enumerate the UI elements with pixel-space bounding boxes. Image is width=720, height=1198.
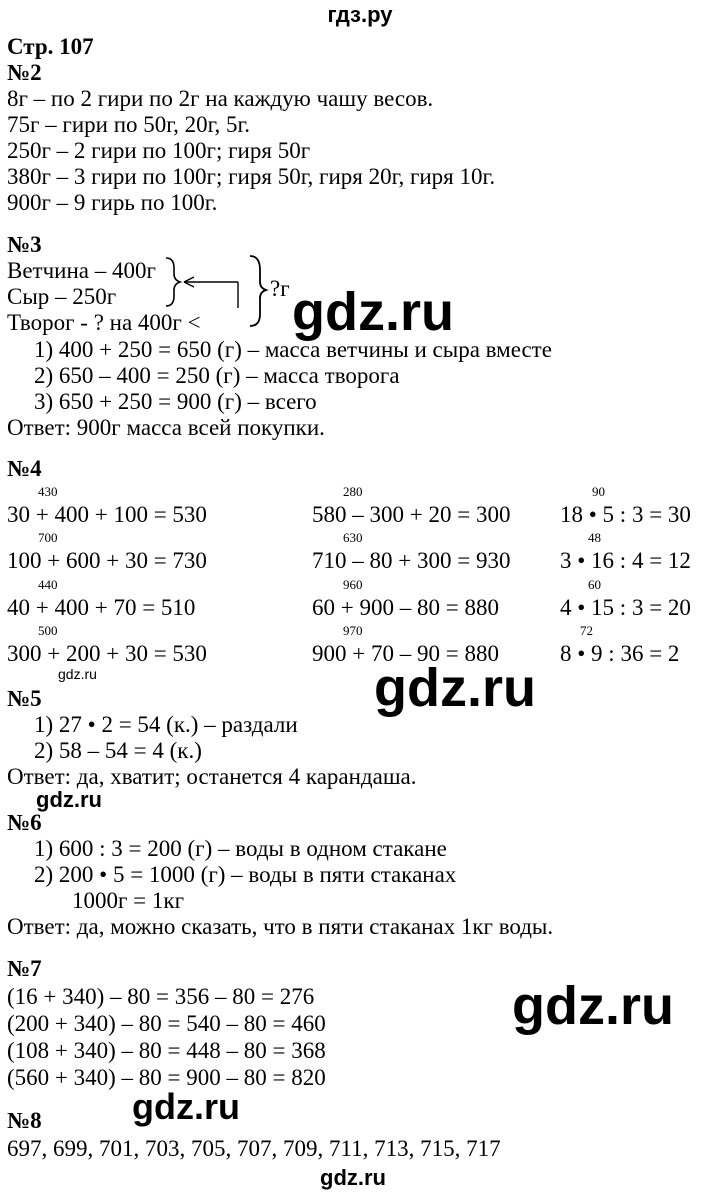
inner-brace <box>166 258 180 306</box>
site-header: гдз.ру <box>327 2 393 27</box>
task-5-answer: Ответ: да, хватит; останется 4 карандаша. <box>7 764 417 789</box>
watermark: gdz.ru <box>512 976 674 1036</box>
task-6-note: 1000г = 1кг <box>72 888 185 913</box>
task-6-step: 1) 600 : 3 = 200 (г) – воды в одном стакане <box>34 836 447 861</box>
task-3-condition: Ветчина – 400г <box>7 258 156 283</box>
task-7-line: (200 + 340) – 80 = 540 – 80 = 460 <box>7 1011 326 1036</box>
task-2-line: 8г – по 2 гири по 2г на каждую чашу весов. <box>7 86 434 111</box>
watermark: gdz.ru <box>320 1165 386 1190</box>
task-2-line: 250г – 2 гири по 100г; гиря 50г <box>7 138 311 163</box>
task-8-line: 697, 699, 701, 703, 705, 707, 709, 711, 713, 715, 717 <box>7 1136 501 1161</box>
task-4-expression: 40 + 400 + 70 = 510 <box>7 595 196 620</box>
task-4-hint: 430 <box>38 484 58 499</box>
watermark: gdz.ru <box>374 658 536 718</box>
task-4-hint: 500 <box>38 623 58 638</box>
task-4-expression: 300 + 200 + 30 = 530 <box>7 641 207 666</box>
watermark: gdz.ru <box>58 666 97 682</box>
task-3-condition: Творог - ? на 400г < <box>7 310 201 335</box>
task-4-hint: 48 <box>588 530 601 545</box>
task-7-line: (560 + 340) – 80 = 900 – 80 = 820 <box>7 1065 326 1090</box>
task-2-title: №2 <box>7 60 42 85</box>
task-4-hint: 960 <box>343 577 363 592</box>
task-3-step: 2) 650 – 400 = 250 (г) – масса творога <box>34 363 400 388</box>
task-3-step: 1) 400 + 250 = 650 (г) – масса ветчины и сыра вместе <box>34 337 552 362</box>
task-7-title: №7 <box>7 956 42 981</box>
task-4-title: №4 <box>7 456 42 481</box>
task-5-step: 2) 58 – 54 = 4 (к.) <box>34 738 202 763</box>
watermark: gdz.ru <box>132 1086 240 1127</box>
task-4-expression: 18 • 5 : 3 = 30 <box>560 502 691 527</box>
task-6-title: №6 <box>7 810 42 835</box>
task-7-line: (108 + 340) – 80 = 448 – 80 = 368 <box>7 1038 326 1063</box>
watermark: gdz.ru <box>36 787 102 812</box>
task-4-hint: 90 <box>592 484 605 499</box>
task-2-line: 380г – 3 гири по 100г; гиря 50г, гиря 20г, гиря 10г. <box>7 164 496 189</box>
task-4-hint: 72 <box>580 623 593 638</box>
task-4-expression: 580 – 300 + 20 = 300 <box>312 502 511 527</box>
task-4-expression: 60 + 900 – 80 = 880 <box>312 595 499 620</box>
task-4-expression: 8 • 9 : 36 = 2 <box>560 641 680 666</box>
task-4-expression: 3 • 16 : 4 = 12 <box>560 548 691 573</box>
task-7-line: (16 + 340) – 80 = 356 – 80 = 276 <box>7 984 315 1009</box>
task-5-step: 1) 27 • 2 = 54 (к.) – раздали <box>34 712 298 737</box>
task-3-brace-label: ?г <box>270 276 290 301</box>
task-4-expression: 4 • 15 : 3 = 20 <box>560 595 691 620</box>
task-3-condition: Сыр – 250г <box>7 284 117 309</box>
task-4-expression: 100 + 600 + 30 = 730 <box>7 548 207 573</box>
outer-brace <box>250 256 266 326</box>
task-5-title: №5 <box>7 686 42 711</box>
page-number: Стр. 107 <box>7 34 94 59</box>
task-3-step: 3) 650 + 250 = 900 (г) – всего <box>34 389 317 414</box>
task-3-answer: Ответ: 900г масса всей покупки. <box>7 415 325 440</box>
task-2-line: 900г – 9 гирь по 100г. <box>7 190 218 215</box>
task-3-title: №3 <box>7 232 42 257</box>
watermark: gdz.ru <box>292 282 454 342</box>
task-4-hint: 970 <box>343 623 363 638</box>
task-6-step: 2) 200 • 5 = 1000 (г) – воды в пяти стаканах <box>34 862 457 887</box>
task-4-expression: 30 + 400 + 100 = 530 <box>7 502 207 527</box>
task-4-hint: 700 <box>38 530 58 545</box>
task-2-line: 75г – гири по 50г, 20г, 5г. <box>7 112 251 137</box>
task-4-expression: 710 – 80 + 300 = 930 <box>312 548 511 573</box>
task-8-title: №8 <box>7 1108 42 1133</box>
task-6-answer: Ответ: да, можно сказать, что в пяти стаканах 1кг воды. <box>7 914 554 939</box>
task-4-hint: 630 <box>343 530 363 545</box>
task-4-hint: 280 <box>343 484 363 499</box>
task-4-hint: 440 <box>38 577 58 592</box>
task-4-expression: 900 + 70 – 90 = 880 <box>312 641 499 666</box>
task-4-hint: 60 <box>588 577 601 592</box>
